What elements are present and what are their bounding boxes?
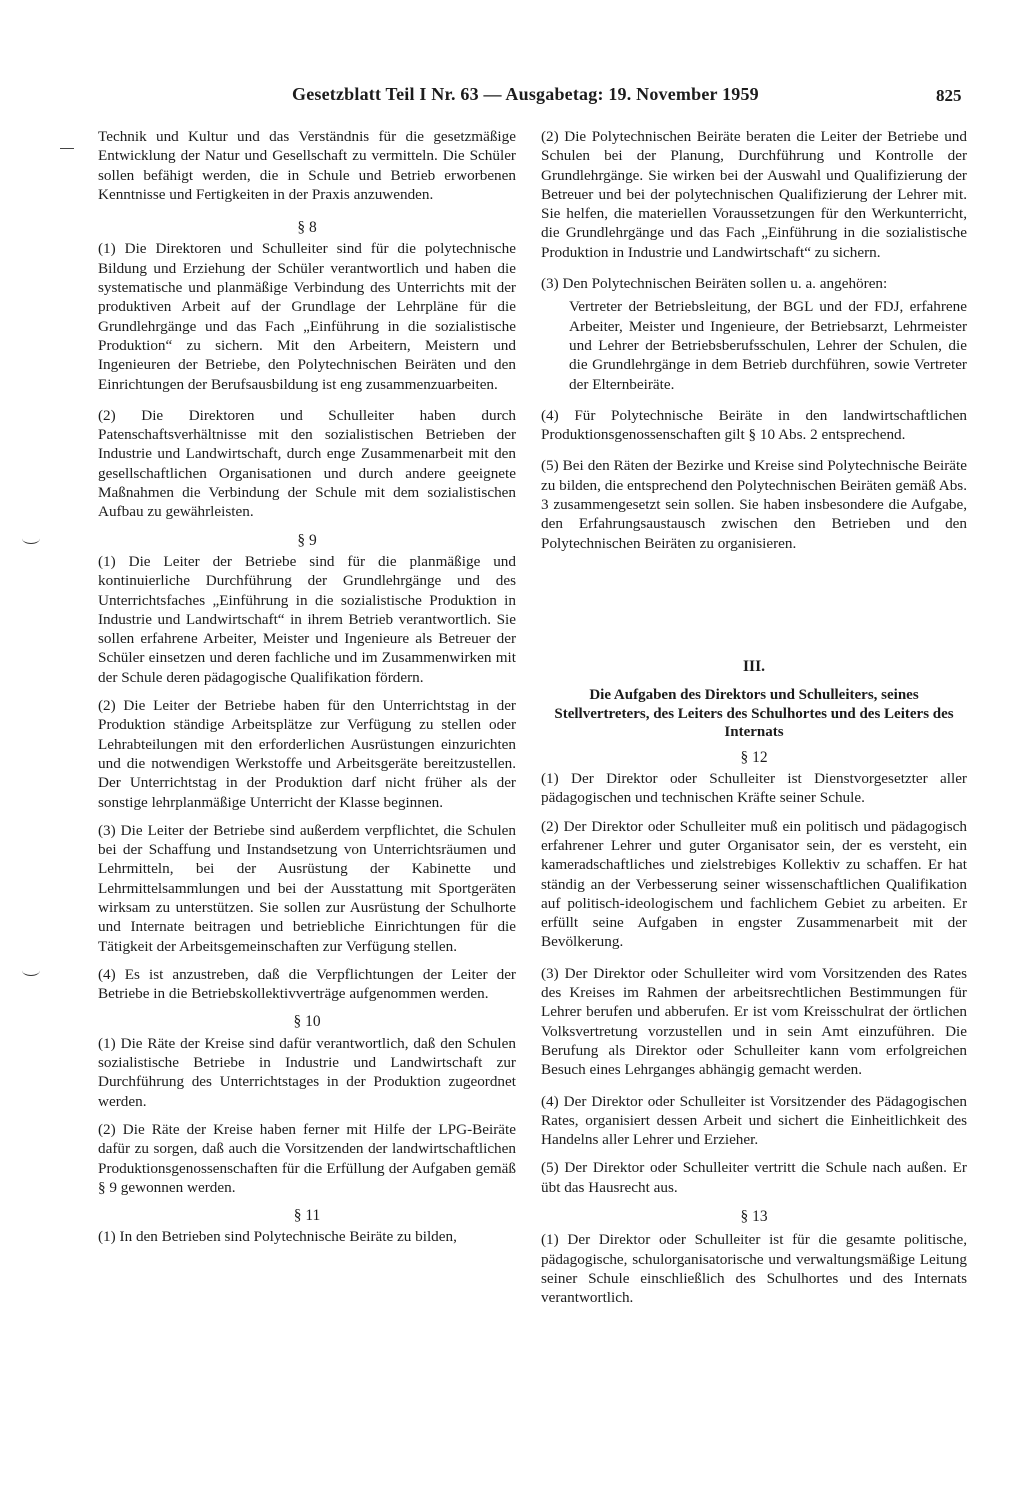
intro-paragraph: Technik und Kultur und das Verständnis für die gesetzmäßige Entwicklung der Natur und Gesellschaft zu vermitteln. Die Schüler sollen befähigt werden, die in Schule und Betrieb erworbenen Kenntnisse und Fertigkeiten in der Praxis anzuwenden.	[98, 128, 516, 203]
section-heading-9: § 9	[297, 531, 317, 549]
paragraph-13-1: (1) Der Direktor oder Schulleiter ist für die gesamte politische, pädagogische, schulorganisatorische und verwaltungsmäßige Leitung seiner Schule einschließlich des Schulhortes und des Internats verantwortlich.	[541, 1231, 967, 1307]
paragraph-8-2: (2) Die Direktoren und Schulleiter haben durch Patenschaftsverhältnisse mit den sozialistischen Betrieben der Industrie und Landwirtschaft, durch enge Zusammenarbeit mit den gesellschaftlichen Organisationen und durch andere geeignete Maßnahmen die Verbindung der Schule mit dem sozialistischen Aufbau zu gewährleisten.	[98, 406, 516, 521]
paragraph-9-4: (4) Es ist anzustreben, daß die Verpflichtungen der Leiter der Betriebe in die Betriebskollektivverträge aufgenommen werden.	[98, 965, 516, 1003]
paragraph-8-1: (1) Die Direktoren und Schulleiter sind für die polytechnische Bildung und Erziehung der Schüler verantwortlich und haben die systematische und planmäßige Verbindung des Unterrichts mit der produktiven Arbeit auf der Grundlage der Lehrpläne für die Grundlehrgänge und das Fach „Einführung in die sozialistische Produktion“ zu sichern. Mit den Arbeitern, Meistern und Ingenieuren der Betriebe, den Polytechnischen Beiräten und den Einrichtungen der Berufsausbildung ist eng zusammenzuarbeiten.	[98, 240, 516, 393]
paragraph-12-1: (1) Der Direktor oder Schulleiter ist Dienstvorgesetzter aller pädagogischen und technischen Kräfte seiner Schule.	[541, 770, 967, 807]
margin-dash-mark	[60, 148, 74, 149]
paragraph-11-5: (5) Bei den Räten der Bezirke und Kreise sind Polytechnische Beiräte zu bilden, die entsprechend den Polytechnischen Beiräten gemäß Abs. 3 zusammengesetzt sein sollen. Sie haben insbesondere die Aufgabe, den Erfahrungsaustausch zwischen den Betrieben und den Polytechnischen Beiräten zu organisieren.	[541, 457, 967, 552]
part-number: III.	[743, 658, 765, 675]
right-column-upper	[541, 127, 967, 562]
paragraph-11-4: (4) Für Polytechnische Beiräte in den landwirtschaftlichen Produktionsgenossenschaften gilt § 10 Abs. 2 entsprechend.	[541, 406, 967, 444]
paragraph-11-3: (3) Den Polytechnischen Beiräten sollen u. a. angehören:	[541, 275, 888, 293]
paragraph-11-2: (2) Die Polytechnischen Beiräte beraten die Leiter der Betriebe und Schulen bei der Planung, Durchführung und Kontrolle der Grundlehrgänge. Sie wirken bei der Auswahl und Qualifizierung der Betreuer und bei der polytechnischen Qualifizierung der Lehrer mit. Sie helfen, die materiellen Voraussetzungen für den Werkunterricht, die Grundlehrgänge und das Fach „Einführung in die sozialistische Produktion in Industrie und Landwirtschaft“ zu sichern.	[541, 128, 967, 261]
section-heading-11: § 11	[293, 1207, 321, 1225]
part-title: Die Aufgaben des Direktors und Schulleiters, seines Stellvertreters, des Leiters des Schulhortes und des Leiters des Internats	[554, 687, 954, 741]
paragraph-10-2: (2) Die Räte der Kreise haben ferner mit Hilfe der LPG-Beiräte dafür zu sorgen, daß auch die Vorsitzenden der landwirtschaftlichen Produktionsgenossenschaften für die Erfüllung der Aufgaben gemäß § 9 gewonnen werden.	[98, 1120, 516, 1196]
section-heading-8: § 8	[297, 219, 317, 237]
paragraph-12-3: (3) Der Direktor oder Schulleiter wird vom Vorsitzenden des Rates des Kreises im Rahmen der arbeitsrechtlichen Bestimmungen für Lehrer berufen und abberufen. Er ist vom Kreisschulrat der örtlichen Volksvertretung vorzustellen und in sein Amt einzuführen. Die Berufung als Direktor oder Schulleiter kann vom erfolgreichen Besuch eines Lehrganges abhängig gemacht werden.	[541, 964, 967, 1079]
page-header	[0, 84, 1024, 112]
paragraph-9-2: (2) Die Leiter der Betriebe haben für den Unterrichtstag in der Produktion ständige Arbeitsplätze zur Verfügung zu stellen oder Lehrabteilungen mit den erforderlichen Ausrüstungen einzurichten und die notwendigen Werkstoffe und Arbeitsgeräte bereitzustellen. Der Unterrichtstag in der Produktion darf nicht früher als der sonstige lehrplanmäßige Unterricht der Klasse beginnen.	[98, 697, 516, 811]
left-column	[98, 127, 516, 1256]
gazette-title: Gesetzblatt Teil I Nr. 63 — Ausgabetag: 19. November 1959	[292, 84, 759, 104]
section-heading-10: § 10	[293, 1013, 321, 1031]
margin-check-mark	[22, 533, 40, 544]
paragraph-12-5: (5) Der Direktor oder Schulleiter vertritt die Schule nach außen. Er übt das Hausrecht aus.	[541, 1159, 967, 1196]
page-number: 825	[936, 86, 962, 105]
paragraph-12-2: (2) Der Direktor oder Schulleiter muß ein politisch und pädagogisch erfahrener Lehrer und guter Organisator sein, der es versteht, ein kameradschaftliches und zielstrebiges Kollektiv zu schaffen. Er hat ständig an der Verbesserung seiner wissenschaftlichen Qualifikation auf politisch-ideologischem und fachlichem Gebiet zu arbeiten. Er erfüllt seine Aufgaben in engster Zusammenarbeit mit der Bevölkerung.	[541, 817, 967, 951]
margin-check-mark	[22, 965, 40, 976]
paragraph-12-4: (4) Der Direktor oder Schulleiter ist Vorsitzender des Pädagogischen Rates, organisiert dessen Arbeit und sichert die Einheitlichkeit des Handelns aller Lehrer und Erzieher.	[541, 1092, 967, 1149]
right-column-lower	[541, 657, 967, 1317]
paragraph-9-3: (3) Die Leiter der Betriebe sind außerdem verpflichtet, die Schulen bei der Schaffung und Instandsetzung von Unterrichtsräumen und Lehrmitteln, bei der Ausrüstung der Kabinette und Lehrmittelsammlungen und bei der Ausstattung mit Sportgeräten wirksam zu unterstützen. Sie sollen zur Ausrüstung der Schulhorte und Internate beitragen und betriebliche Einrichtungen für die Tätigkeit der Arbeitsgemeinschaften zur Verfügung stellen.	[98, 821, 516, 955]
paragraph-11-3-list: Vertreter der Betriebsleitung, der BGL und der FDJ, erfahrene Arbeiter, Meister und Ingenieure, der Betriebsarzt, Lehrmeister und Lehrer der Betriebsberufsschulen, Lehrer der Schulen, die die Grundlehrgänge in dem Betrieb durchführen, sowie Vertreter der Elternbeiräte.	[569, 298, 967, 393]
section-heading-13: § 13	[740, 1208, 768, 1226]
paragraph-11-1: (1) In den Betrieben sind Polytechnische Beiräte zu bilden,	[98, 1228, 457, 1246]
section-heading-12: § 12	[740, 748, 768, 766]
paragraph-9-1: (1) Die Leiter der Betriebe sind für die planmäßige und kontinuierliche Durchführung der Grundlehrgänge und des Unterrichtsfaches „Einführung in die sozialistische Produktion in Industrie und Landwirtschaft“ in ihrem Betrieb verantwortlich. Sie sollen erfahrene Arbeiter, Meister und Ingenieure als Betreuer der Schüler einsetzen und deren fachliche und im Zusammenwirken mit der Schule deren pädagogische Qualifikation fördern.	[98, 552, 516, 686]
paragraph-10-1: (1) Die Räte der Kreise sind dafür verantwortlich, daß den Schulen sozialistische Betriebe in Industrie und Landwirtschaft zur Durchführung des Unterrichtstages in der Produktion zugeordnet werden.	[98, 1034, 516, 1110]
